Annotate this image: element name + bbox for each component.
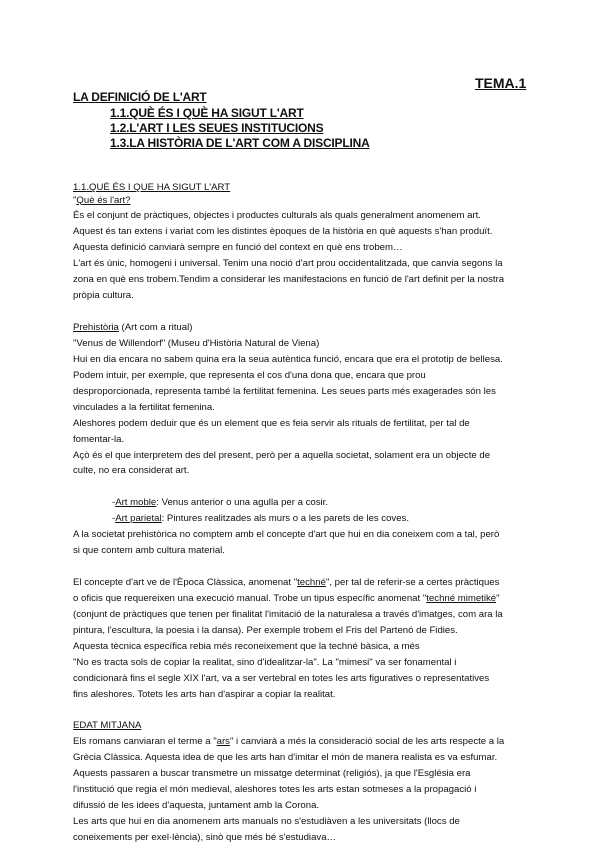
text-line: Aquest és tan extens i variat com les distintes èpoques de la història en què aquests s'han produït.	[73, 226, 493, 238]
text-line: Grècia Clàssica. Aquesta idea de que les arts han d'imitar el món de manera realista es va esfumar.	[73, 752, 498, 764]
text-segment: ", per tal de referir-se a certes pràctiques	[325, 577, 500, 588]
text-segment: Els romans canviaran el terme a "	[73, 736, 217, 748]
text-line: És el conjunt de pràctiques, objectes i productes culturals als quals generalment anomenem art.	[73, 210, 481, 222]
text-line: A la societat prehistòrica no comptem amb el concepte d'art que hui en dia coneixem com a tal, però	[73, 529, 500, 541]
text-line: condicionarà fins el segle XIX l'art, va a ser vertebral en totes les arts figuratives o representatives	[73, 672, 490, 684]
text-line	[73, 703, 543, 719]
text-segment: "	[496, 592, 500, 604]
underlined-text: EDAT MITJANA	[73, 720, 142, 732]
text-line	[73, 734, 543, 750]
text-line: Aleshores podem deduir que és un element que es feia servir als rituals de fertilitat, per tal de	[73, 417, 470, 429]
text-segment: (Art com a ritual)	[118, 322, 193, 333]
text-line	[73, 591, 543, 607]
text-line	[73, 320, 543, 336]
underlined-text: techné mimetiké	[426, 592, 497, 604]
underlined-text: ars	[216, 736, 230, 748]
text-line: Podem intuir, per exemple, que representa el cos d'una dona que, encara que prou	[73, 369, 426, 381]
text-line: "Venus de Willendorf" (Museu d'Història Natural de Viena)	[73, 337, 320, 349]
text-line: Aquesta tècnica específica rebia més reconeixement que la techné bàsica, a més	[73, 640, 420, 652]
text-segment: : Venus anterior o una agulla per a cosir.	[156, 497, 328, 509]
text-line: vinculades a la fertilitat femenina.	[73, 401, 215, 413]
text-segment: " i canviarà a més la consideració social de les arts respecte a la	[229, 736, 505, 748]
text-segment: o oficis que requereixen una execució manual. Trobe un tipus específic anomenat "	[73, 592, 427, 604]
text-line: l'institució que regia el món medieval, aleshores totes les arts estan sotmeses a la propagació i	[73, 784, 477, 796]
toc-item: 1.2.L'ART I LES SEUES INSTITUCIONS	[110, 121, 324, 135]
underlined-text: Prehistòria	[73, 322, 119, 333]
toc-item: 1.3.LA HISTÒRIA DE L'ART COM A DISCIPLINA	[110, 136, 370, 150]
text-line	[73, 718, 543, 734]
text-line: difussió de les idees d'aquesta, juntament amb la Corona.	[73, 800, 320, 812]
text-line: zona en què ens trobem.Tendim a considerar les manifestacions en funció de l'art definit per la nostra	[73, 274, 505, 286]
text-line	[73, 180, 543, 193]
main-heading: LA DEFINICIÓ DE L'ART	[73, 90, 207, 104]
document-body	[73, 180, 543, 846]
text-segment: : Pintures realitzades als murs o a les parets de les coves.	[161, 513, 410, 525]
text-line: coneixements per exel·lència), sinò que més bé s'estudiava…	[73, 832, 337, 843]
text-line: pròpia cultura.	[73, 290, 134, 302]
text-line: Hui en dia encara no sabem quina era la seua autèntica funció, encara que era el prototip de bellesa.	[73, 353, 503, 365]
text-line	[73, 511, 543, 527]
text-line: (conjunt de pràctiques que tenen per finalitat l'imitació de la naturalesa a través d'imatges, com ara la	[73, 608, 503, 620]
text-line: Aquests passaren a buscar transmetre un missatge determinat (religiós), ja que l'Església era	[73, 768, 471, 780]
text-segment: -	[112, 497, 116, 509]
text-line	[73, 495, 543, 511]
text-segment: -	[112, 513, 116, 525]
text-line: pintura, l'escultura, la poesia i la dansa). Per exemple trobem el Fris del Partenó de Fidies.	[73, 624, 458, 636]
text-line	[73, 559, 543, 575]
text-line: "No es tracta sols de copiar la realitat, sino d'idealitzar-la". La "mimesi" va ser fonamental i	[73, 656, 457, 668]
underlined-text: Art moble	[115, 497, 157, 509]
text-line: si que contem amb cultura material.	[73, 545, 225, 557]
text-line: Aquesta definició canviarà sempre en funció del context en què ens trobem…	[73, 242, 403, 254]
underlined-text: Art parietal	[115, 513, 162, 525]
document-title: TEMA.1	[475, 75, 527, 91]
underlined-text: techné	[297, 577, 326, 588]
text-line: Açò és el que interpretem des del present, però per a aquella societat, solament era un objecte de	[73, 449, 491, 461]
text-segment: El concepte d'art ve de l'Època Clàssica, anomenat "	[73, 577, 298, 588]
text-line: L'art és únic, homogeni i universal. Tenim una noció d'art prou occidentalitzada, que canvia segons la	[73, 258, 503, 270]
text-line: culte, no era considerat art.	[73, 465, 190, 477]
underlined-text: Què és l'art?	[76, 194, 131, 206]
text-segment: "	[73, 194, 77, 206]
text-line: fomentar-la.	[73, 433, 125, 445]
text-line: Les arts que hui en dia anomenem arts manuals no s'estudiàven a les universitats (llocs de	[73, 816, 460, 828]
text-line	[73, 193, 543, 209]
text-line: fins aleshores. Totets les arts han d'aspirar a copiar la realitat.	[73, 688, 336, 700]
text-line	[73, 575, 543, 591]
text-line: desproporcionada, representa també la fertilitat femenina. Les seues parts més exagerades són les	[73, 385, 496, 397]
text-line	[73, 304, 543, 320]
toc-item: 1.1.QUÈ ÉS I QUÈ HA SIGUT L'ART	[110, 106, 304, 120]
text-line	[73, 479, 543, 495]
underlined-text: 1.1.QUÈ ÉS I QUE HA SIGUT L'ART	[73, 182, 231, 193]
